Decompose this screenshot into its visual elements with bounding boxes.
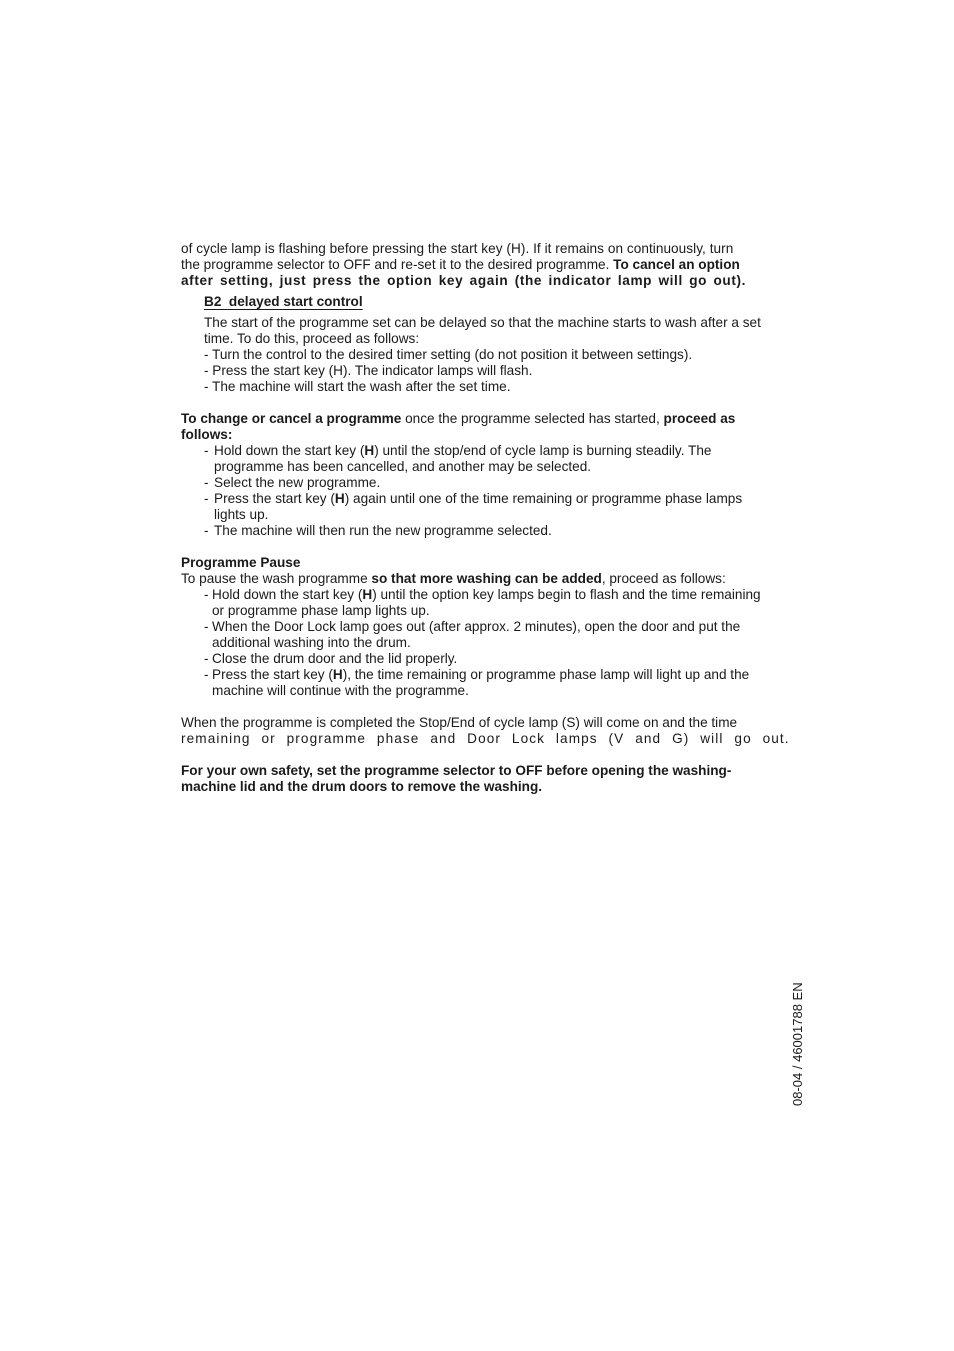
pause-list-item: - Close the drum door and the lid properly. — [204, 651, 458, 666]
key-h: H — [332, 667, 343, 682]
pause-lead: To pause the wash programme so that more washing can be added, proceed as follows: — [181, 571, 726, 586]
b2-section — [204, 315, 773, 395]
completed-line-1: When the programme is completed the Stop/End of cycle lamp (S) will come on and the time — [181, 715, 738, 730]
change-list-item: - Select the new programme. — [204, 475, 381, 490]
change-list-item: - The machine will then run the new programme selected. — [204, 523, 552, 538]
key-h: H — [334, 491, 345, 506]
safety-warning: For your own safety, set the programme selector to OFF before opening the washing-machine lid and the drum doors to remove the washing. — [181, 763, 732, 794]
b2-list-item: - Press the start key (H). The indicator lamps will flash. — [204, 363, 533, 378]
completed-paragraph — [181, 715, 790, 747]
b2-heading: B2 delayed start control — [204, 294, 363, 309]
change-lead-text: once the programme selected has started, — [401, 411, 664, 426]
intro-paragraph — [181, 241, 773, 289]
pause-lead-bold: so that more washing can be added — [371, 571, 602, 586]
intro-line-2-text: the programme selector to OFF and re-set it to the desired programme. — [181, 257, 614, 272]
pause-list-item: - Press the start key (H), the time remaining or programme phase lamp will light up and the machine will continue with the programme. — [204, 667, 750, 698]
pause-list-item: - When the Door Lock lamp goes out (after approx. 2 minutes), open the door and put the additional washing into the drum. — [204, 619, 741, 650]
b2-list-item: - The machine will start the wash after the set time. — [204, 379, 511, 394]
change-lead-bold-2: proceed as follows: — [181, 411, 736, 442]
key-h: H — [362, 587, 373, 602]
change-list-item: - Hold down the start key (H) until the stop/end of cycle lamp is burning steadily. The programme has been cancelled, and another may be selected. — [204, 443, 712, 474]
pause-list-item: - Hold down the start key (H) until the option key lamps begin to flash and the time remaining or programme phase lamp lights up. — [204, 587, 761, 618]
intro-cancel-option: To cancel an option — [613, 257, 740, 272]
key-h: H — [364, 443, 375, 458]
intro-line-3: after setting, just press the option key again (the indicator lamp will go out). — [181, 273, 747, 288]
change-lead-bold: To change or cancel a programme — [181, 411, 402, 426]
completed-line-2: remaining or programme phase and Door Lock lamps (V and G) will go out. — [181, 731, 790, 746]
b2-paragraph: The start of the programme set can be delayed so that the machine starts to wash after a set time. To do this, proceed as follows: — [204, 315, 761, 346]
b2-list-item: - Turn the control to the desired timer setting (do not position it between settings). — [204, 347, 693, 362]
change-lead — [181, 411, 773, 443]
pause-section — [181, 555, 773, 587]
intro-line-1: of cycle lamp is flashing before pressing the start key (H). If it remains on continuously, turn — [181, 241, 734, 256]
pause-heading: Programme Pause — [181, 555, 301, 570]
intro-line-2 — [181, 257, 773, 273]
change-list — [204, 443, 773, 539]
pause-list — [204, 587, 773, 699]
change-list-item: - Press the start key (H) again until one of the time remaining or programme phase lamps lights up. — [204, 491, 743, 522]
document-code: 08-04 / 46001788 EN — [790, 982, 805, 1106]
